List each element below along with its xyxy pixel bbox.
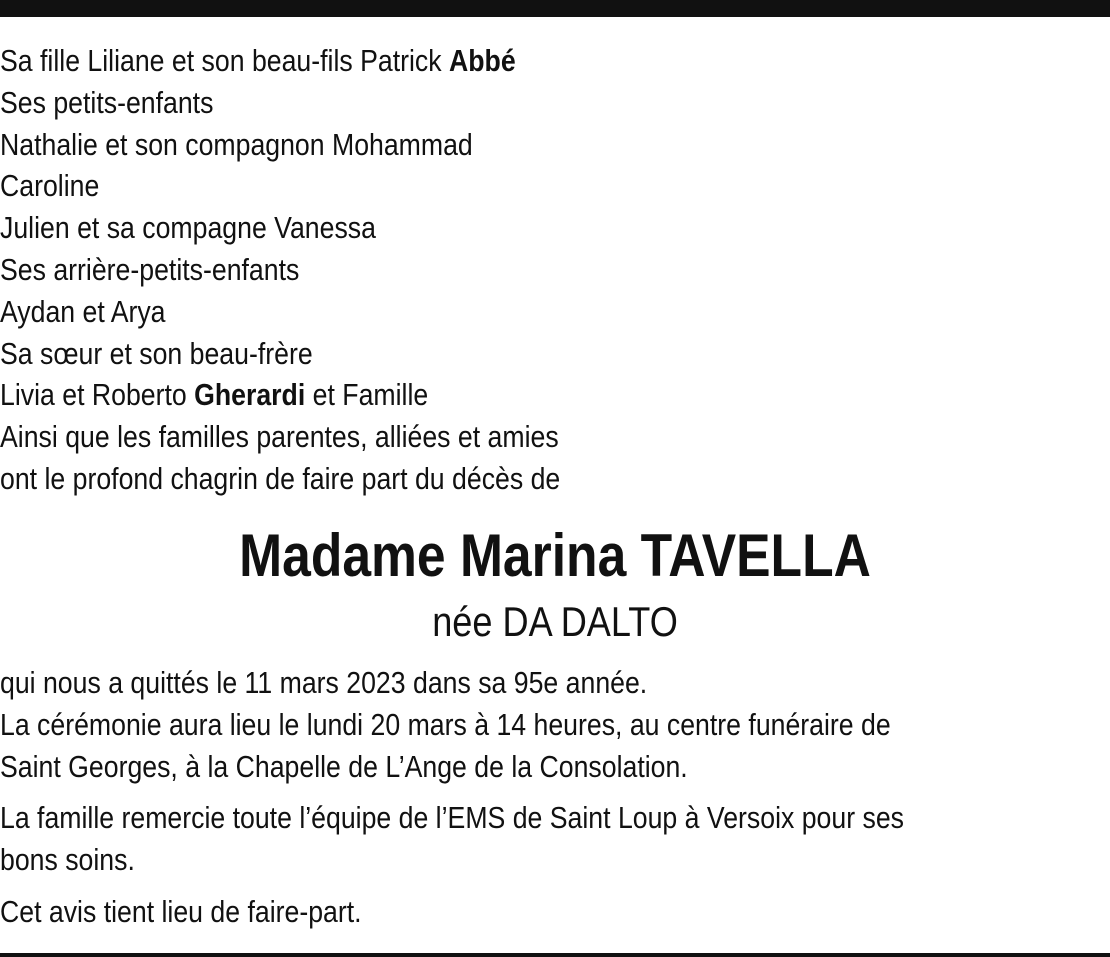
family-line: Ainsi que les familles parentes, alliées et amies bbox=[0, 419, 559, 455]
family-line: Livia et Roberto Gherardi et Famille bbox=[0, 377, 429, 413]
ceremony-info: Saint Georges, à la Chapelle de L’Ange de la Consolation. bbox=[0, 748, 688, 784]
deceased-maiden-name: née DA DALTO bbox=[432, 598, 678, 645]
family-line: Julien et sa compagne Vanessa bbox=[0, 210, 376, 246]
ceremony-info: La cérémonie aura lieu le lundi 20 mars à 14 heures, au centre funéraire de bbox=[0, 706, 891, 742]
closing-statement: Cet avis tient lieu de faire-part. bbox=[0, 893, 362, 929]
family-line: ont le profond chagrin de faire part du décès de bbox=[0, 460, 561, 496]
notice-details bbox=[0, 662, 1110, 933]
family-line: Ses arrière-petits-enfants bbox=[0, 251, 300, 287]
death-statement: qui nous a quittés le 11 mars 2023 dans sa 95e année. bbox=[0, 665, 648, 700]
family-line: Nathalie et son compagnon Mohammad bbox=[0, 126, 473, 162]
deceased-name: Madame Marina TAVELLA bbox=[239, 522, 871, 589]
family-list bbox=[0, 40, 1110, 500]
bottom-border-rule bbox=[0, 953, 1110, 957]
family-line: Aydan et Arya bbox=[0, 293, 166, 329]
deceased-block bbox=[0, 516, 1110, 648]
family-line: Sa sœur et son beau-frère bbox=[0, 335, 313, 371]
thanks-statement: bons soins. bbox=[0, 842, 135, 878]
family-line: Ses petits-enfants bbox=[0, 84, 214, 120]
family-line: Caroline bbox=[0, 168, 100, 204]
top-border-rule bbox=[0, 0, 1110, 17]
family-line: Sa fille Liliane et son beau-fils Patrick Abbé bbox=[0, 43, 516, 78]
thanks-statement: La famille remercie toute l’équipe de l’EMS de Saint Loup à Versoix pour ses bbox=[0, 800, 904, 836]
